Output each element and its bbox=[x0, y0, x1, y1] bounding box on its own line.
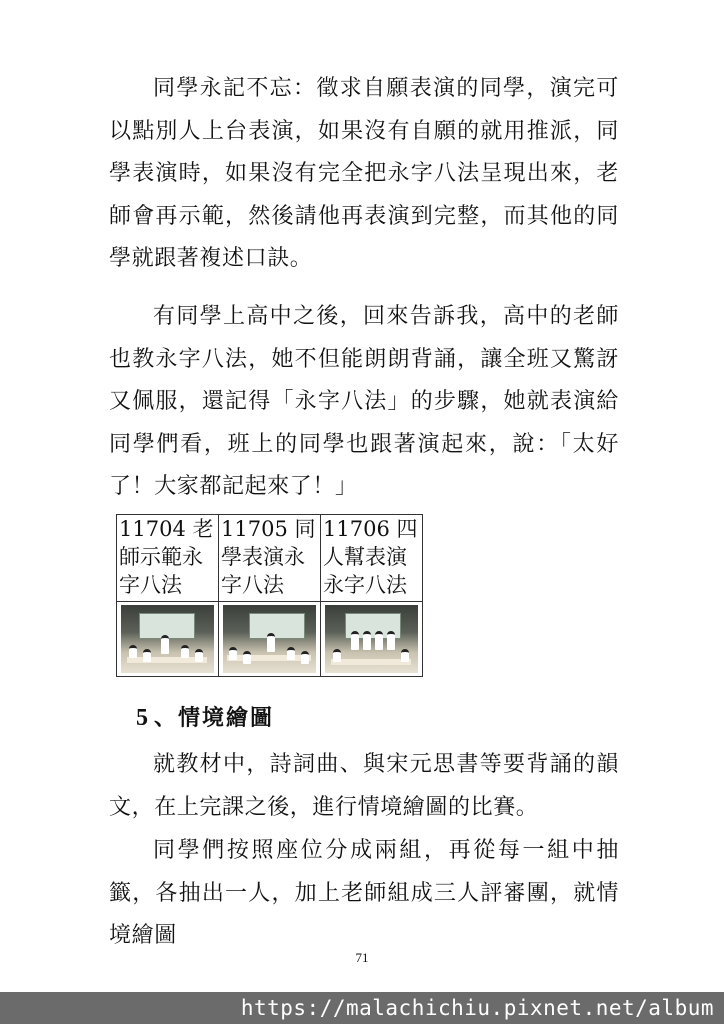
photo-caption: 11704 老師示範永字八法 bbox=[117, 515, 219, 602]
page-number: 71 bbox=[355, 950, 369, 965]
paragraph-3: 就教材中，詩詞曲、與宋元思書等要背誦的韻文，在上完課之後，進行情境繪圖的比賽。 bbox=[109, 752, 619, 820]
photo-table bbox=[116, 514, 423, 677]
photo-cell bbox=[117, 602, 219, 677]
photo-cell bbox=[219, 602, 321, 677]
classroom-photo bbox=[223, 605, 316, 673]
watermark-url: https://malachichiu.pixnet.net/album bbox=[240, 996, 714, 1020]
section-title-text: 、情境繪圖 bbox=[154, 705, 275, 731]
section-number: 5 bbox=[136, 705, 150, 731]
photo-caption: 11705 同學表演永字八法 bbox=[219, 515, 321, 602]
paragraph-4: 同學們按照座位分成兩組，再從每一組中抽籤，各抽出一人，加上老師組成三人評審團，就情境繪圖 bbox=[109, 838, 619, 948]
watermark-bar bbox=[0, 992, 724, 1024]
classroom-photo bbox=[121, 605, 214, 673]
paragraph-2: 有同學上高中之後，回來告訴我，高中的老師也教永字八法，她不但能朗朗背誦，讓全班又驚訝又佩服，還記得「永字八法」的步驟，她就表演給同學們看，班上的同學也跟著演起來，說：「太好了！大家都記起來了！」 bbox=[109, 304, 619, 499]
photo-cell bbox=[321, 602, 423, 677]
paragraph-1: 同學永記不忘：徵求自願表演的同學，演完可以點別人上台表演，如果沒有自願的就用推派，同學表演時，如果沒有完全把永字八法呈現出來，老師會再示範，然後請他再表演到完整，而其他的同學就跟著複述口訣。 bbox=[109, 76, 619, 271]
photo-caption: 11706 四人幫表演永字八法 bbox=[321, 515, 423, 602]
classroom-photo bbox=[325, 605, 418, 673]
section-heading bbox=[136, 700, 274, 736]
